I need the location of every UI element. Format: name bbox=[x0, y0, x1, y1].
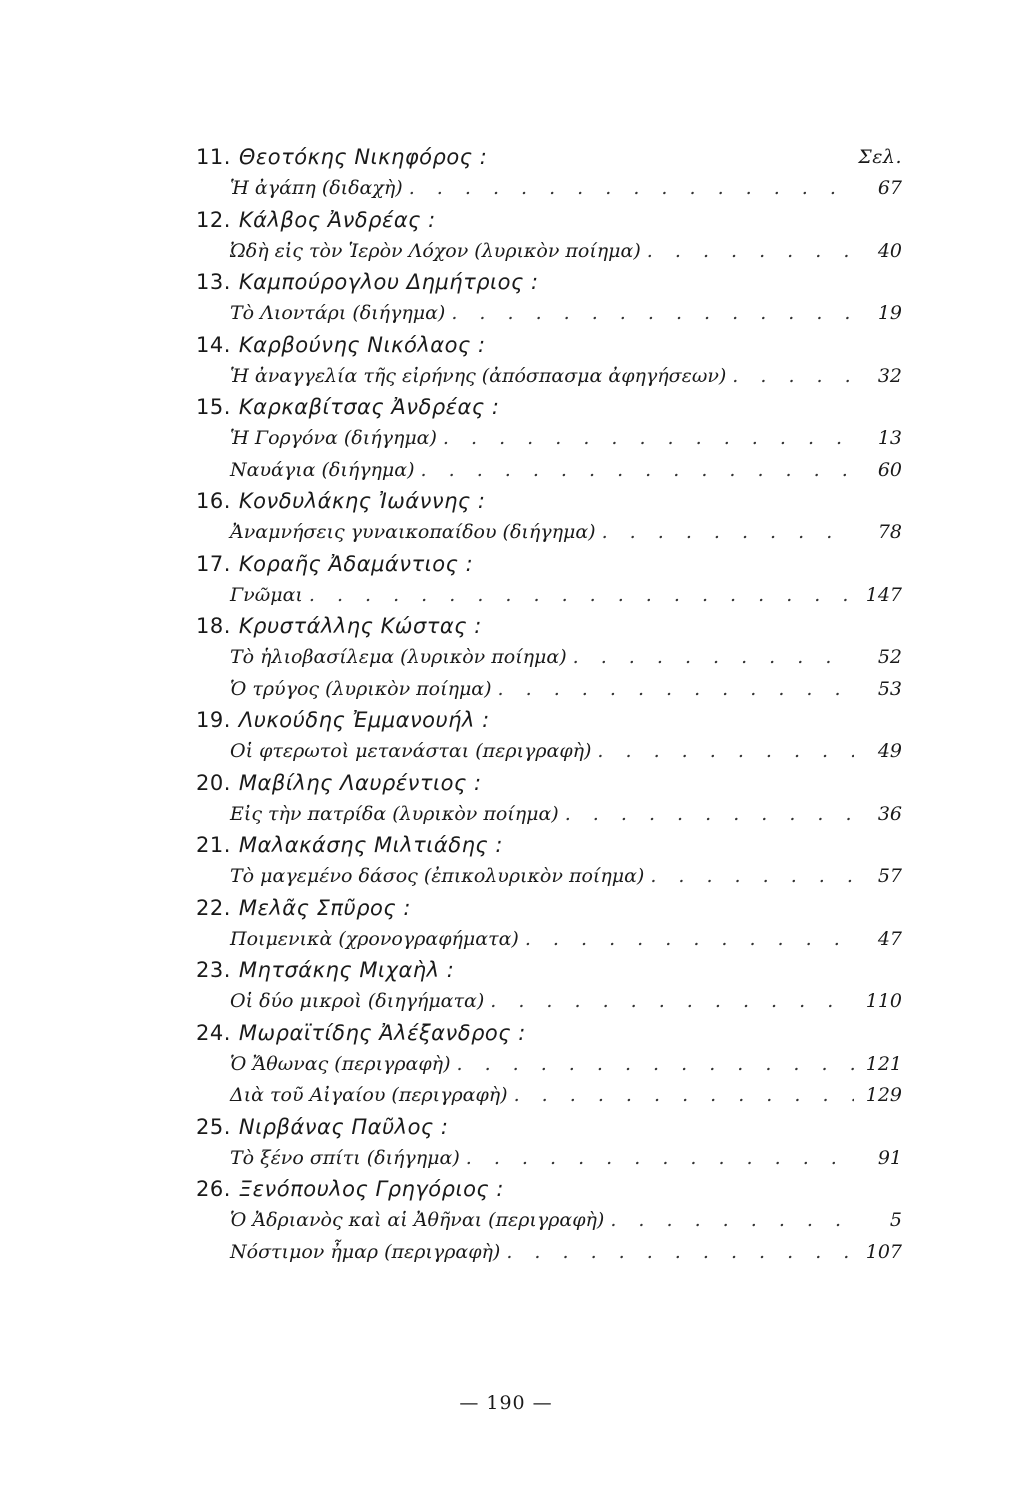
toc-author-row bbox=[196, 705, 902, 736]
entry-number: 17. bbox=[196, 551, 231, 576]
toc-work-row bbox=[230, 517, 902, 549]
entry-number: 19. bbox=[196, 708, 231, 732]
work-title: Εἰς τὴν πατρίδα (λυρικὸν ποίημα) bbox=[230, 802, 559, 825]
author-name: Καμπούρογλου Δημήτριος : bbox=[238, 270, 539, 294]
work-title: Νόστιμον ἦμαρ (περιγραφὴ) bbox=[230, 1240, 501, 1263]
author-name: Ξενόπουλος Γρηγόριος : bbox=[238, 1177, 504, 1201]
toc-work-row bbox=[230, 1080, 902, 1112]
toc-author-row bbox=[196, 330, 902, 361]
toc-work-row bbox=[230, 173, 902, 205]
author-name: Κάλβος Ἀνδρέας : bbox=[238, 207, 436, 232]
toc-author-row bbox=[196, 611, 902, 642]
toc-work-row bbox=[230, 674, 902, 706]
toc-author-row bbox=[196, 486, 902, 517]
entry-number: 13. bbox=[196, 270, 231, 294]
dot-leader bbox=[514, 1080, 854, 1112]
toc-work-row bbox=[230, 423, 902, 455]
dot-leader bbox=[466, 1143, 854, 1175]
work-page-number: 47 bbox=[877, 927, 902, 950]
author-name: Μαβίλης Λαυρέντιος : bbox=[238, 770, 482, 795]
author-name: Κονδυλάκης Ἰωάννης : bbox=[238, 489, 486, 513]
toc-author-row bbox=[196, 1112, 902, 1143]
work-title: Τὸ Λιοντάρι (διήγημα) bbox=[230, 302, 446, 324]
work-title: Ναυάγια (διήγημα) bbox=[230, 458, 415, 481]
page-column-header: Σελ. bbox=[858, 146, 902, 168]
work-title: Διὰ τοῦ Αἰγαίου (περιγραφὴ) bbox=[230, 1084, 508, 1106]
toc-work-row bbox=[230, 580, 902, 612]
work-page-number: 110 bbox=[865, 990, 902, 1012]
work-title: Ὁ τρύγος (λυρικὸν ποίημα) bbox=[230, 677, 492, 700]
toc-author-row bbox=[196, 955, 902, 986]
toc-author-row bbox=[196, 893, 902, 924]
dot-leader bbox=[565, 799, 854, 831]
dot-leader bbox=[732, 361, 854, 393]
entry-number: 23. bbox=[196, 958, 231, 982]
work-page-number: 32 bbox=[877, 364, 902, 387]
work-page-number: 91 bbox=[877, 1146, 902, 1169]
toc-author-row bbox=[196, 549, 902, 580]
dot-leader bbox=[525, 924, 854, 956]
toc-work-row bbox=[230, 361, 902, 393]
entry-number: 11. bbox=[196, 145, 231, 169]
work-title: Ἡ ἀναγγελία τῆς εἰρήνης (ἀπόσπασμα ἀφηγήσεων) bbox=[230, 364, 727, 387]
entry-number: 14. bbox=[196, 332, 231, 357]
entry-number: 20. bbox=[196, 770, 231, 795]
author-name: Νιρβάνας Παῦλος : bbox=[238, 1114, 449, 1139]
dot-leader bbox=[443, 423, 854, 455]
toc-author-row bbox=[196, 142, 902, 173]
work-title: Γνῶμαι bbox=[230, 583, 303, 606]
work-page-number: 147 bbox=[865, 583, 902, 606]
toc-author-row bbox=[196, 1018, 902, 1049]
dot-leader bbox=[602, 517, 854, 549]
work-page-number: 40 bbox=[877, 239, 902, 262]
table-of-contents bbox=[196, 142, 902, 1268]
toc-work-row bbox=[230, 236, 902, 268]
author-name: Καρκαβίτσας Ἀνδρέας : bbox=[238, 395, 500, 419]
entry-number: 26. bbox=[196, 1177, 231, 1201]
entry-number: 12. bbox=[196, 207, 231, 232]
entry-number: 24. bbox=[196, 1020, 231, 1045]
dot-leader bbox=[456, 1049, 854, 1081]
toc-work-row bbox=[230, 1049, 902, 1081]
entry-number: 25. bbox=[196, 1114, 231, 1139]
work-page-number: 36 bbox=[877, 802, 902, 825]
author-name: Μελᾶς Σπῦρος : bbox=[238, 895, 411, 920]
toc-work-row bbox=[230, 1143, 902, 1175]
work-page-number: 49 bbox=[877, 740, 902, 762]
entry-number: 21. bbox=[196, 833, 231, 857]
toc-work-row bbox=[230, 799, 902, 831]
toc-work-row bbox=[230, 455, 902, 487]
author-name: Κρυστάλλης Κώστας : bbox=[238, 614, 482, 638]
author-name: Μαλακάσης Μιλτιάδης : bbox=[238, 833, 503, 857]
author-name: Θεοτόκης Νικηφόρος : bbox=[238, 145, 488, 169]
entry-number: 22. bbox=[196, 895, 231, 920]
dot-leader bbox=[610, 1205, 854, 1237]
author-name: Μωραϊτίδης Ἀλέξανδρος : bbox=[238, 1020, 526, 1045]
work-page-number: 52 bbox=[877, 646, 902, 668]
author-name: Κοραῆς Ἀδαμάντιος : bbox=[238, 551, 474, 576]
dot-leader bbox=[490, 986, 854, 1018]
work-page-number: 78 bbox=[877, 521, 902, 543]
dot-leader bbox=[597, 736, 854, 768]
work-title: Τὸ μαγεμένο δάσος (ἐπικολυρικὸν ποίημα) bbox=[230, 865, 645, 887]
work-page-number: 53 bbox=[877, 677, 902, 700]
dot-leader bbox=[421, 455, 854, 487]
entry-number: 18. bbox=[196, 614, 231, 638]
work-title: Ὁ Ἀδριανὸς καὶ αἱ Ἀθῆναι (περιγραφὴ) bbox=[230, 1209, 605, 1231]
toc-author-row bbox=[196, 768, 902, 799]
author-name: Καρβούνης Νικόλαος : bbox=[238, 332, 486, 357]
work-page-number: 67 bbox=[877, 177, 902, 199]
author-name: Μητσάκης Μιχαὴλ : bbox=[238, 958, 455, 982]
work-page-number: 121 bbox=[865, 1052, 902, 1075]
work-page-number: 13 bbox=[877, 427, 902, 449]
toc-work-row bbox=[230, 1237, 902, 1269]
work-title: Τὸ ἡλιοβασίλεμα (λυρικὸν ποίημα) bbox=[230, 646, 567, 668]
work-page-number: 57 bbox=[877, 865, 902, 887]
work-title: Ὁ Ἄθωνας (περιγραφὴ) bbox=[230, 1052, 451, 1075]
work-page-number: 107 bbox=[865, 1240, 902, 1263]
dot-leader bbox=[650, 861, 854, 893]
work-title: Ἡ Γοργόνα (διήγημα) bbox=[230, 427, 437, 449]
work-title: Ἡ ἀγάπη (διδαχὴ) bbox=[230, 177, 403, 199]
dot-leader bbox=[498, 674, 854, 706]
work-page-number: 5 bbox=[889, 1209, 902, 1231]
toc-work-row bbox=[230, 736, 902, 768]
work-title: Τὸ ξένο σπίτι (διήγημα) bbox=[230, 1146, 460, 1169]
dot-leader bbox=[309, 580, 854, 612]
work-page-number: 19 bbox=[877, 302, 902, 324]
work-title: Ἀναμνήσεις γυναικοπαίδου (διήγημα) bbox=[230, 521, 596, 543]
toc-author-row bbox=[196, 1174, 902, 1205]
dot-leader bbox=[506, 1237, 854, 1269]
work-title: Ὠδὴ εἰς τὸν Ἱερὸν Λόχον (λυρικὸν ποίημα) bbox=[230, 239, 641, 262]
toc-author-row bbox=[196, 267, 902, 298]
toc-work-row bbox=[230, 642, 902, 674]
work-title: Οἱ φτερωτοὶ μετανάσται (περιγραφὴ) bbox=[230, 740, 592, 762]
toc-work-row bbox=[230, 298, 902, 330]
page-number: — 190 — bbox=[459, 1392, 553, 1414]
toc-work-row bbox=[230, 986, 902, 1018]
author-name: Λυκούδης Ἐμμανουήλ : bbox=[238, 708, 490, 732]
toc-work-row bbox=[230, 1205, 902, 1237]
toc-author-row bbox=[196, 392, 902, 423]
work-title: Οἱ δύο μικροὶ (διηγήματα) bbox=[230, 990, 485, 1012]
work-page-number: 60 bbox=[877, 458, 902, 481]
dot-leader bbox=[409, 173, 854, 205]
work-page-number: 129 bbox=[865, 1084, 902, 1106]
toc-author-row bbox=[196, 205, 902, 236]
entry-number: 16. bbox=[196, 489, 231, 513]
toc-work-row bbox=[230, 861, 902, 893]
entry-number: 15. bbox=[196, 395, 231, 419]
toc-work-row bbox=[230, 924, 902, 956]
dot-leader bbox=[451, 298, 854, 330]
dot-leader bbox=[573, 642, 854, 674]
dot-leader bbox=[647, 236, 854, 268]
toc-author-row bbox=[196, 830, 902, 861]
work-title: Ποιμενικὰ (χρονογραφήματα) bbox=[230, 927, 519, 950]
